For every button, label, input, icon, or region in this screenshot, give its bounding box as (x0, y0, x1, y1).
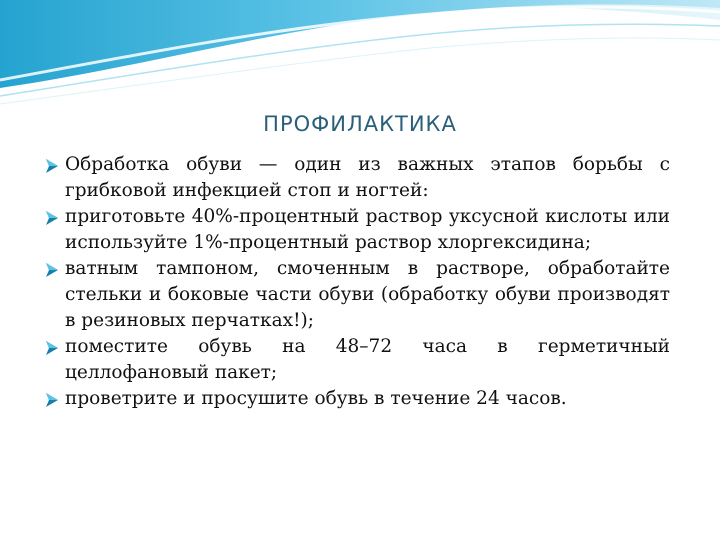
bullet-text: ватным тампоном, смоченным в растворе, обработайте стельки и боковые части обуви (обработку обуви производят в резиновых перчатках!); (65, 258, 670, 331)
arrowhead-bullet-icon (44, 158, 60, 174)
bullet-text: проветрите и просушите обувь в течение 24 часов. (65, 388, 567, 409)
wave-header-decoration (0, 0, 720, 110)
list-item (44, 152, 670, 204)
list-item (44, 386, 670, 412)
list-item (44, 204, 670, 256)
slide-title-text: ПРОФИЛАКТИКА (263, 112, 457, 136)
list-item (44, 256, 670, 334)
arrowhead-bullet-icon (44, 210, 60, 226)
slide-title (0, 112, 720, 136)
list-item (44, 334, 670, 386)
arrowhead-bullet-icon (44, 392, 60, 408)
arrowhead-bullet-icon (44, 340, 60, 356)
bullet-list (44, 152, 670, 412)
bullet-text: Обработка обуви — один из важных этапов борьбы с грибковой инфекцией стоп и ногтей: (65, 154, 670, 201)
bullet-text: приготовьте 40%-процентный раствор уксусной кислоты или используйте 1%-процентный раствор хлоргексидина; (65, 206, 670, 253)
bullet-text: поместите обувь на 48–72 часа в герметичный целлофановый пакет; (65, 336, 670, 383)
arrowhead-bullet-icon (44, 262, 60, 278)
